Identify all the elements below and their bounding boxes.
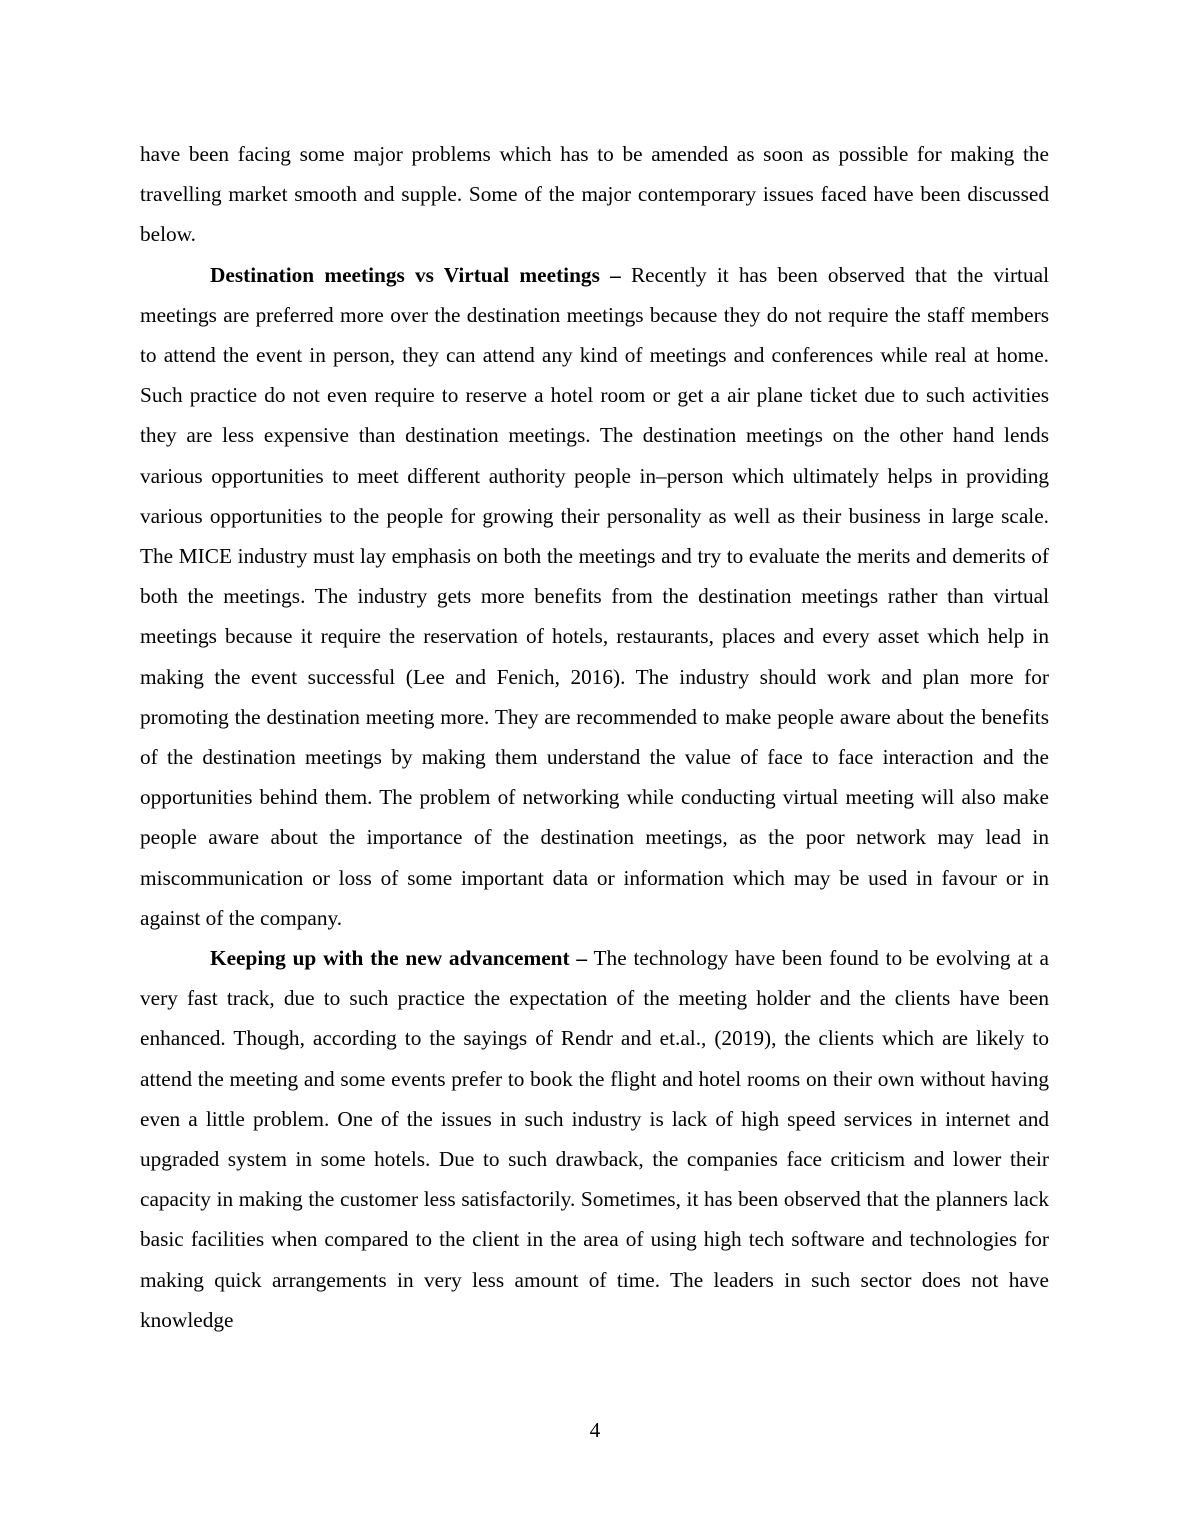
paragraph-text: have been facing some major problems which has to be amended as soon as possible for making the travelling market smooth and supple. Some of the major contemporary issues faced have been discussed below.: [140, 142, 1049, 247]
paragraph-text: The technology have been found to be evolving at a very fast track, due to such practice the expectation of the meeting holder and the clients have been enhanced. Though, according to the sayings of Rendr and et.al., (2019), the clients which are likely to attend the meeting and some events prefer to book the flight and hotel rooms on their own without having even a little problem. One of the issues in such industry is lack of high speed services in internet and upgraded system in some hotels. Due to such drawback, the companies face criticism and lower their capacity in making the customer less satisfactorily. Sometimes, it has been observed that the planners lack basic facilities when compared to the client in the area of using high tech software and technologies for making quick arrangements in very less amount of time. The leaders in such sector does not have knowledge: [140, 946, 1049, 1332]
run-in-heading: Keeping up with the new advancement –: [210, 946, 588, 971]
page-number: 4: [589, 1418, 601, 1442]
paragraph-intro-continuation: [140, 134, 1049, 255]
paragraph-new-advancement: [140, 938, 1049, 1340]
paragraph-text: Recently it has been observed that the virtual meetings are preferred more over the destination meetings because they do not require the staff members to attend the event in person, they can attend any kind of meetings and conferences while real at home. Such practice do not even require to reserve a hotel room or get a air plane ticket due to such activities they are less expensive than destination meetings. The destination meetings on the other hand lends various opportunities to meet different authority people in–person which ultimately helps in providing various opportunities to the people for growing their personality as well as their business in large scale. The MICE industry must lay emphasis on both the meetings and try to evaluate the merits and demerits of both the meetings. The industry gets more benefits from the destination meetings rather than virtual meetings because it require the reservation of hotels, restaurants, places and every asset which help in making the event successful (Lee and Fenich, 2016). The industry should work and plan more for promoting the destination meeting more. They are recommended to make people aware about the benefits of the destination meetings by making them understand the value of face to face interaction and the opportunities behind them. The problem of networking while conducting virtual meeting will also make people aware about the importance of the destination meetings, as the poor network may lead in miscommunication or loss of some important data or information which may be used in favour or in against of the company.: [140, 262, 1049, 930]
run-in-heading: Destination meetings vs Virtual meetings –: [210, 262, 621, 287]
paragraph-destination-vs-virtual: [140, 255, 1049, 938]
body-text: [140, 134, 1049, 1340]
